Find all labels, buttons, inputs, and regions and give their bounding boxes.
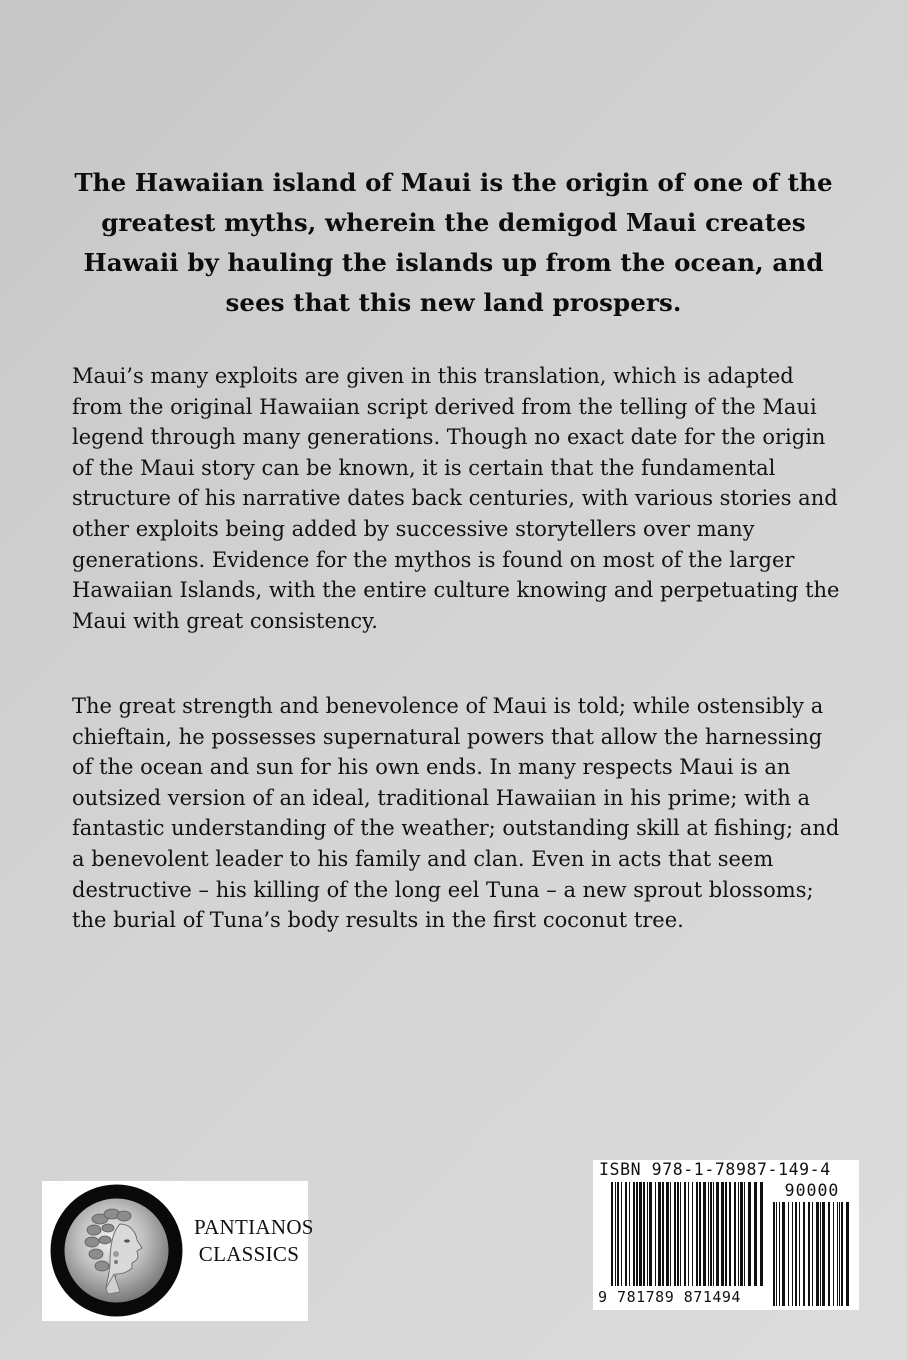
barcode-addon-bar bbox=[828, 1202, 830, 1306]
publisher-name-line-2: CLASSICS bbox=[198, 1242, 300, 1266]
barcode-bar bbox=[721, 1182, 724, 1286]
barcode-addon-bar bbox=[799, 1202, 800, 1306]
barcode-bar bbox=[713, 1182, 714, 1286]
barcode-bar bbox=[738, 1182, 739, 1286]
barcode-addon-label: 90000 bbox=[784, 1181, 840, 1200]
barcode-addon-bar bbox=[773, 1202, 775, 1306]
barcode-bar bbox=[617, 1182, 619, 1286]
barcode-bar bbox=[655, 1182, 656, 1286]
barcode-bar bbox=[639, 1182, 642, 1286]
barcode-bar bbox=[754, 1182, 757, 1286]
lead-paragraph: The Hawaiian island of Maui is the origin of one of the greatest myths, wherein the demigod Maui creates Hawaii by hauling the islands up from the ocean, and sees that this new land prospers. bbox=[74, 168, 833, 317]
barcode-bar bbox=[666, 1182, 669, 1286]
barcode-bar bbox=[716, 1182, 719, 1286]
barcode-addon-bar bbox=[837, 1202, 838, 1306]
barcode-bar bbox=[699, 1182, 701, 1286]
barcode-addon-bar bbox=[808, 1202, 810, 1306]
barcode-bar bbox=[680, 1182, 681, 1286]
barcode-addon-bar bbox=[839, 1202, 840, 1306]
barcode-bar bbox=[692, 1182, 693, 1286]
body-paragraph-1: Maui’s many exploits are given in this translation, which is adapted from the original Hawaiian script derived from the telling of the Maui legend through many generations. Though no exact date for the origin of the Maui story can be known, it is certain that the fundamental structure of his narrative dates back centuries, with various stories and other exploits being added by successive storytellers over many generations. Evidence for the mythos is found on most of the larger Hawaiian Islands, with the entire culture knowing and perpetuating the Maui with great consistency. bbox=[72, 364, 840, 633]
barcode-bar bbox=[708, 1182, 709, 1286]
barcode-addon-bar bbox=[795, 1202, 797, 1306]
barcode-addon-bar bbox=[816, 1202, 819, 1306]
barcode-addon-bar bbox=[812, 1202, 813, 1306]
isbn-barcode bbox=[593, 1160, 859, 1310]
barcode-addon-bar bbox=[822, 1202, 825, 1306]
barcode-digits: 9 781789 871494 bbox=[598, 1288, 741, 1306]
barcode-bar bbox=[611, 1182, 613, 1286]
barcode-bar bbox=[625, 1182, 627, 1286]
barcode-bar bbox=[729, 1182, 731, 1286]
barcode-addon-bar bbox=[792, 1202, 793, 1306]
barcode-bar bbox=[696, 1182, 698, 1286]
barcode-bar bbox=[670, 1182, 671, 1286]
barcode-bar bbox=[658, 1182, 661, 1286]
barcode-addon-bar bbox=[788, 1202, 789, 1306]
barcode-bar bbox=[643, 1182, 645, 1286]
barcode-bar bbox=[633, 1182, 635, 1286]
barcode-bar bbox=[647, 1182, 648, 1286]
barcode-bar bbox=[636, 1182, 638, 1286]
barcode-bar bbox=[744, 1182, 745, 1286]
barcode-bar bbox=[649, 1182, 652, 1286]
barcode-bar bbox=[703, 1182, 706, 1286]
barcode-bar bbox=[688, 1182, 689, 1286]
barcode-bar bbox=[710, 1182, 712, 1286]
barcode-addon-bar bbox=[782, 1202, 785, 1306]
barcode-bar bbox=[725, 1182, 727, 1286]
barcode-bar bbox=[684, 1182, 686, 1286]
barcode-bar bbox=[740, 1182, 743, 1286]
barcode-addon-bar bbox=[846, 1202, 849, 1306]
greek-coin-portrait-icon bbox=[50, 1184, 183, 1317]
barcode-bar bbox=[677, 1182, 679, 1286]
barcode-bar bbox=[674, 1182, 676, 1286]
barcode-addon-bar bbox=[779, 1202, 780, 1306]
barcode-bar bbox=[748, 1182, 751, 1286]
body-paragraph-2: The great strength and benevolence of Maui is told; while ostensibly a chieftain, he possesses supernatural powers that allow the harnessing of the ocean and sun for his own ends. In many respects Maui is an outsized version of an ideal, traditional Hawaiian in his prime; with a fantastic understanding of the weather; outstanding skill at fishing; and a benevolent leader to his family and clan. Even in acts that seem destructive – his killing of the long eel Tuna – a new sprout blossoms; the burial of Tuna’s body results in the first coconut tree. bbox=[72, 694, 840, 933]
barcode-bar bbox=[615, 1182, 616, 1286]
barcode-addon-bar bbox=[841, 1202, 843, 1306]
barcode-addon-bar bbox=[833, 1202, 834, 1306]
barcode-addon-bar bbox=[776, 1202, 777, 1306]
barcode-bar bbox=[621, 1182, 622, 1286]
publisher-name bbox=[194, 1214, 314, 1268]
barcode-bar bbox=[662, 1182, 664, 1286]
barcode-bar bbox=[734, 1182, 736, 1286]
barcode-bar bbox=[629, 1182, 630, 1286]
publisher-logo bbox=[42, 1181, 314, 1321]
isbn-label: ISBN 978-1-78987-149-4 bbox=[599, 1160, 831, 1179]
barcode-addon-bar bbox=[820, 1202, 821, 1306]
publisher-name-line-1: PANTIANOS bbox=[194, 1215, 314, 1239]
barcode-bar bbox=[760, 1182, 763, 1286]
barcode-addon-bar bbox=[803, 1202, 805, 1306]
